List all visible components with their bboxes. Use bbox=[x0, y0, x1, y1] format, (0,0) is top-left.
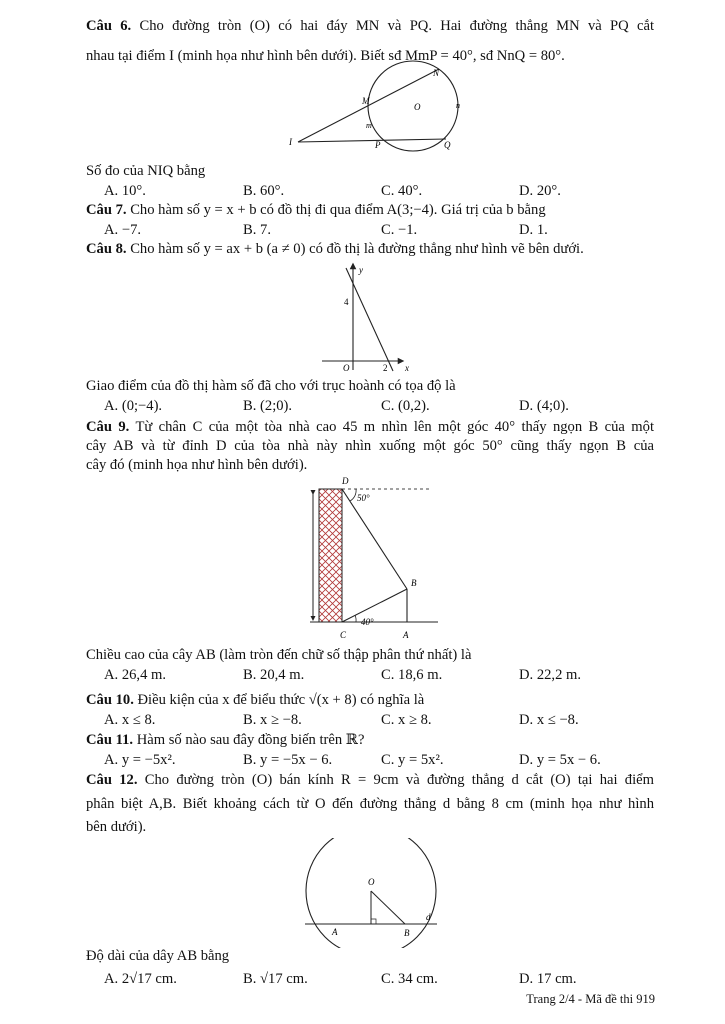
q12-option-c[interactable]: C. 34 cm. bbox=[381, 971, 438, 987]
q6-fig-M: M bbox=[362, 96, 370, 106]
q6-fig-Q: Q bbox=[444, 140, 451, 150]
q7-label: Câu 7. bbox=[86, 202, 127, 218]
page-footer: Trang 2/4 - Mã đề thi 919 bbox=[526, 992, 655, 1006]
q9-line1 bbox=[86, 418, 654, 436]
q11-option-a[interactable]: A. y = −5x². bbox=[104, 752, 176, 768]
q8-fig-y: y bbox=[359, 265, 363, 275]
q12-fig-O: O bbox=[368, 877, 375, 887]
q10-option-b[interactable]: B. x ≥ −8. bbox=[243, 712, 302, 728]
q8-figure bbox=[0, 258, 725, 378]
q7-option-c[interactable]: C. −1. bbox=[381, 222, 418, 238]
q6-question: Số đo của NIQ bằng bbox=[86, 163, 206, 179]
q7-line bbox=[86, 201, 654, 219]
q12-figure bbox=[0, 838, 725, 948]
q9-fig-D: D bbox=[342, 476, 349, 486]
q7-text: Cho hàm số y = x + b có đồ thị đi qua điểm A(3;−4). Giá trị của b bằng bbox=[130, 202, 546, 218]
q9-option-d[interactable]: D. 22,2 m. bbox=[519, 667, 582, 683]
q9-fig-A: A bbox=[403, 630, 409, 640]
q12-line3: bên dưới). bbox=[86, 819, 147, 835]
q9-options bbox=[86, 666, 656, 684]
q11-option-c[interactable]: C. y = 5x². bbox=[381, 752, 444, 768]
q8-option-b[interactable]: B. (2;0). bbox=[243, 398, 293, 414]
q6-fig-O: O bbox=[414, 102, 421, 112]
q12-options bbox=[86, 970, 656, 988]
q12-option-d[interactable]: D. 17 cm. bbox=[519, 971, 577, 987]
q8-fig-2: 2 bbox=[383, 363, 388, 373]
q10-option-c[interactable]: C. x ≥ 8. bbox=[381, 712, 432, 728]
q9-option-b[interactable]: B. 20,4 m. bbox=[243, 667, 305, 683]
q8-text: Cho hàm số y = ax + b (a ≠ 0) có đồ thị là đường thẳng như hình vẽ bên dưới. bbox=[130, 241, 584, 257]
q8-label: Câu 8. bbox=[86, 241, 127, 257]
q6-option-b[interactable]: B. 60°. bbox=[243, 183, 285, 199]
q7-option-b[interactable]: B. 7. bbox=[243, 222, 271, 238]
q12-fig-B: B bbox=[404, 928, 410, 938]
q11-option-b[interactable]: B. y = −5x − 6. bbox=[243, 752, 333, 768]
q6-line1 bbox=[86, 17, 654, 35]
q6-label: Câu 6. bbox=[86, 18, 132, 34]
q9-fig-B: B bbox=[411, 578, 417, 588]
q11-line bbox=[86, 731, 654, 749]
q6-option-c[interactable]: C. 40°. bbox=[381, 183, 423, 199]
q9-line3: cây đó (minh họa như hình bên dưới). bbox=[86, 457, 308, 473]
q8-options bbox=[86, 397, 656, 415]
q6-options bbox=[86, 182, 656, 200]
q11-option-d[interactable]: D. y = 5x − 6. bbox=[519, 752, 601, 768]
q9-fig-angle-50: 50° bbox=[357, 493, 370, 503]
q6-fig-P: P bbox=[375, 140, 381, 150]
q12-line2: phân biệt A,B. Biết khoảng cách từ O đến đường thẳng d bằng 8 cm (minh họa như hình bbox=[86, 796, 654, 812]
q9-fig-angle-40: 40° bbox=[361, 617, 374, 627]
q12-option-a[interactable]: A. 2√17 cm. bbox=[104, 971, 177, 987]
q9-line2: cây AB và từ đỉnh D của tòa nhà này nhìn xuống một góc 50° cũng thấy ngọn B của bbox=[86, 438, 654, 454]
q8-fig-4: 4 bbox=[344, 297, 349, 307]
q9-option-c[interactable]: C. 18,6 m. bbox=[381, 667, 443, 683]
q7-option-d[interactable]: D. 1. bbox=[519, 222, 548, 238]
q11-options bbox=[86, 751, 656, 769]
q6-fig-n: n bbox=[456, 101, 460, 110]
q10-option-d[interactable]: D. x ≤ −8. bbox=[519, 712, 579, 728]
q12-option-b[interactable]: B. √17 cm. bbox=[243, 971, 308, 987]
q9-label: Câu 9. bbox=[86, 419, 130, 435]
q9-fig-C: C bbox=[340, 630, 347, 640]
q8-option-d[interactable]: D. (4;0). bbox=[519, 398, 569, 414]
q12-line1 bbox=[86, 771, 654, 789]
q8-line bbox=[86, 240, 654, 258]
q6-text-1: Cho đường tròn (O) có hai đáy MN và PQ. Hai đường thẳng MN và PQ cắt bbox=[139, 18, 654, 34]
q8-question: Giao điểm của đồ thị hàm số đã cho với trục hoành có tọa độ là bbox=[86, 378, 456, 394]
q8-fig-O: O bbox=[343, 363, 350, 373]
q12-text-1: Cho đường tròn (O) bán kính R = 9cm và đường thẳng d cắt (O) tại hai điểm bbox=[144, 772, 654, 788]
q8-fig-x: x bbox=[405, 363, 409, 373]
q6-fig-I: I bbox=[289, 137, 292, 147]
q12-question: Độ dài của dây AB bằng bbox=[86, 948, 230, 964]
q12-fig-A: A bbox=[332, 927, 338, 937]
q7-options bbox=[86, 221, 656, 239]
q9-option-a[interactable]: A. 26,4 m. bbox=[104, 667, 167, 683]
q9-figure bbox=[0, 474, 725, 644]
q10-text: Điều kiện của x để biểu thức √(x + 8) có nghĩa là bbox=[137, 692, 425, 708]
q6-fig-N: N bbox=[433, 68, 440, 78]
q7-option-a[interactable]: A. −7. bbox=[104, 222, 142, 238]
q10-line bbox=[86, 691, 654, 709]
q10-label: Câu 10. bbox=[86, 692, 134, 708]
q8-option-a[interactable]: A. (0;−4). bbox=[104, 398, 163, 414]
q10-option-a[interactable]: A. x ≤ 8. bbox=[104, 712, 156, 728]
q6-option-a[interactable]: A. 10°. bbox=[104, 183, 146, 199]
q12-fig-d: d bbox=[426, 912, 431, 922]
q11-text: Hàm số nào sau đây đồng biến trên ℝ? bbox=[136, 732, 365, 748]
q9-question: Chiều cao của cây AB (làm tròn đến chữ số thập phân thứ nhất) là bbox=[86, 647, 472, 663]
q12-label: Câu 12. bbox=[86, 772, 138, 788]
q6-line2: nhau tại điểm I (minh họa như hình bên dưới). Biết sđ MmP = 40°, sđ NnQ = 80°. bbox=[86, 48, 565, 64]
q9-text-1: Từ chân C của một tòa nhà cao 45 m nhìn lên một góc 40° thấy ngọn B của một bbox=[135, 419, 655, 435]
q8-option-c[interactable]: C. (0,2). bbox=[381, 398, 430, 414]
q6-option-d[interactable]: D. 20°. bbox=[519, 183, 561, 199]
q6-fig-m: m bbox=[366, 121, 372, 130]
q10-options bbox=[86, 711, 656, 729]
q11-label: Câu 11. bbox=[86, 732, 134, 748]
